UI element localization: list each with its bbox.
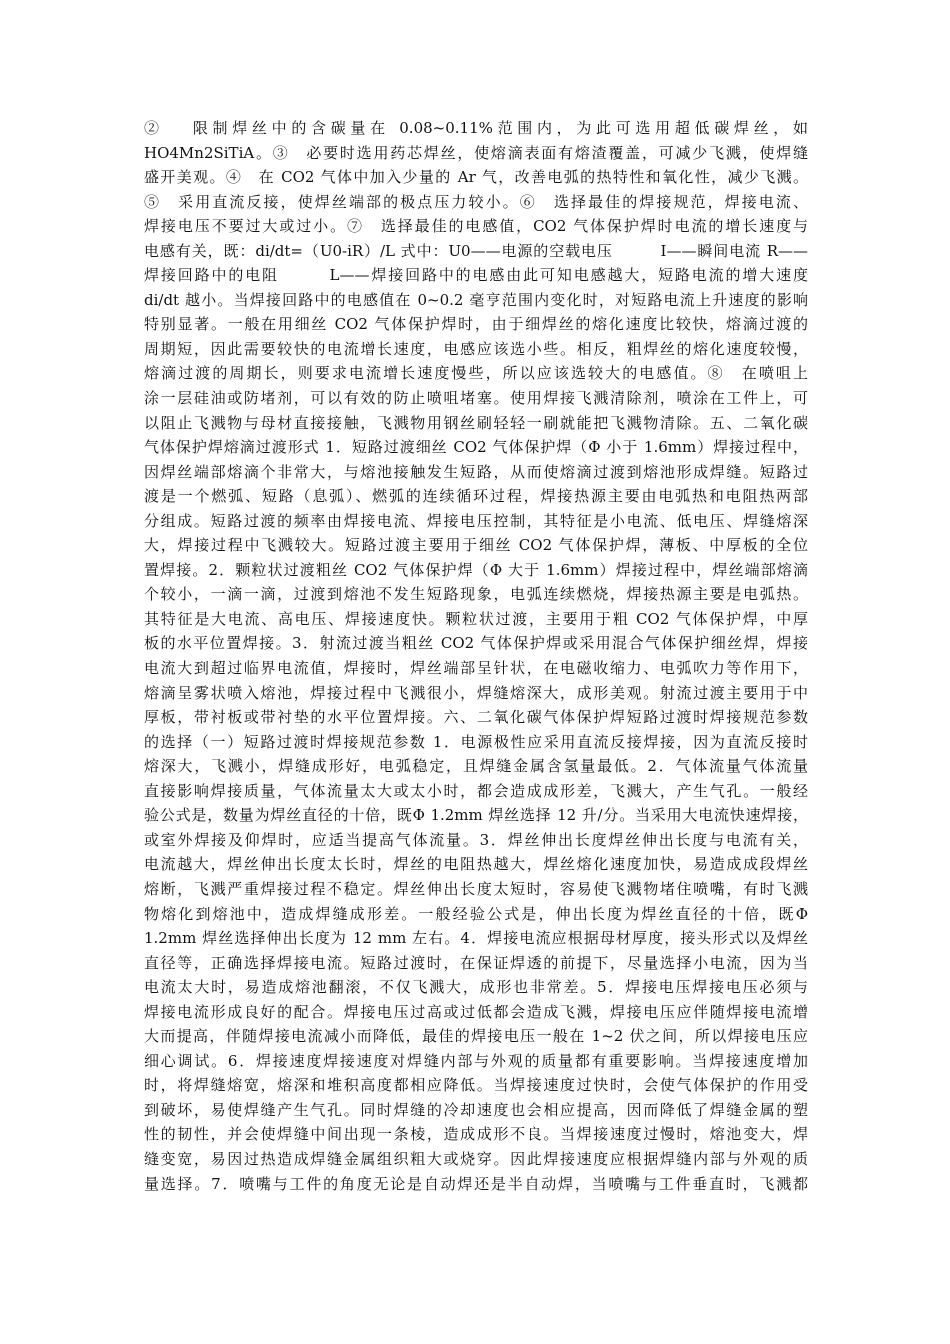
text-line: 量选择。7．喷嘴与工件的角度无论是自动焊还是半自动焊，当喷嘴与工件垂直时，飞溅都 <box>144 1174 808 1193</box>
text-line: 焊接电流形成良好的配合。焊接电压过高或过低都会造成飞溅，焊接电压应伴随焊接电流增 <box>144 1002 808 1021</box>
text-line: 电感有关，既：di/dt=（U0-iR）/L 式中：U0——电源的空载电压 I——瞬间电流 R—— <box>144 241 808 260</box>
text-line: 细心调试。6．焊接速度焊接速度对焊缝内部与外观的质量都有重要影响。当焊接速度增加 <box>144 1051 808 1070</box>
text-line: 分组成。短路过渡的频率由焊接电流、焊接电压控制，其特征是小电流、低电压、焊缝熔深 <box>144 511 808 530</box>
text-line: 以阻止飞溅物与母材直接接触，飞溅物用钢丝刷轻轻一刷就能把飞溅物清除。五、二氧化碳 <box>144 413 808 432</box>
text-line: 大而提高，伴随焊接电流减小而降低，最佳的焊接电压一般在 1~2 伏之间，所以焊接电压应 <box>144 1027 808 1046</box>
text-line: 性的韧性，并会使焊缝中间出现一条棱，造成成形不良。当焊接速度过慢时，熔池变大，焊 <box>144 1125 808 1144</box>
text-line: 电流大到超过临界电流值，焊接时，焊丝端部呈针状，在电磁收缩力、电弧吹力等作用下， <box>144 659 808 678</box>
text-line: 置焊接。2．颗粒状过渡粗丝 CO2 气体保护焊（Φ 大于 1.6mm）焊接过程中，焊丝端部熔滴 <box>144 560 808 579</box>
text-line: 盛开美观。④ 在 CO2 气体中加入少量的 Ar 气，改善电弧的热特性和氧化性，减少飞溅。 <box>144 168 808 187</box>
text-line: 电流太大时，易造成熔池翻滚，不仅飞溅大，成形也非常差。5．焊接电压焊接电压必须与 <box>144 978 808 997</box>
text-line: 气体保护焊熔滴过渡形式 1．短路过渡细丝 CO2 气体保护焊（Φ 小于 1.6mm）焊接过程中， <box>144 438 808 457</box>
text-line: 直接影响焊接质量，气体流量太大或太小时，都会造成成形差，飞溅大，产生气孔。一般经 <box>144 781 808 800</box>
text-line: 涂一层硅油或防堵剂，可以有效的防止喷咀堵塞。使用焊接飞溅清除剂，喷涂在工件上，可 <box>144 389 808 408</box>
text-line: 时，将焊缝熔宽，熔深和堆积高度都相应降低。当焊接速度过快时，会使气体保护的作用受 <box>144 1076 808 1095</box>
text-line: HO4Mn2SiTiA。③ 必要时选用药芯焊丝，使熔滴表面有熔渣覆盖，可减少飞溅，使焊缝 <box>144 143 808 162</box>
text-line: 渡是一个燃弧、短路（息弧）、燃弧的连续循环过程，焊接热源主要由电弧热和电阻热两部 <box>144 487 808 506</box>
text-line: 到破坏，易使焊缝产生气孔。同时焊缝的冷却速度也会相应提高，因而降低了焊缝金属的塑 <box>144 1100 808 1119</box>
text-line: di/dt 越小。当焊接回路中的电感值在 0~0.2 毫亨范围内变化时，对短路电流上升速度的影响 <box>144 290 808 309</box>
text-line: 焊接回路中的电阻 L——焊接回路中的电感由此可知电感越大，短路电流的增大速度 <box>144 266 808 285</box>
text-line: ② 限制焊丝中的含碳量在 0.08~0.11%范围内，为此可选用超低碳焊丝，如 <box>144 119 808 137</box>
text-line: 1.2mm 焊丝选择伸出长度为 12 mm 左右。4．焊接电流应根据母材厚度，接头形式以及焊丝 <box>144 929 808 948</box>
text-line: 熔深大，飞溅小，焊缝成形好，电弧稳定，且焊缝金属含氢量最低。2．气体流量气体流量 <box>144 757 808 776</box>
text-line: 熔断，飞溅严重焊接过程不稳定。焊丝伸出长度太短时，容易使飞溅物堵住喷嘴，有时飞溅 <box>144 879 808 898</box>
text-line: 熔滴过渡的周期长，则要求电流增长速度慢些，所以应该选较大的电感值。⑧ 在喷咀上 <box>144 364 808 383</box>
text-line: 板的水平位置焊接。3．射流过渡当粗丝 CO2 气体保护焊或采用混合气体保护细丝焊，焊接 <box>144 634 808 653</box>
text-line: 物熔化到熔池中，造成焊缝成形差。一般经验公式是，伸出长度为焊丝直径的十倍，既Φ <box>144 904 808 923</box>
text-line: 的选择（一）短路过渡时焊接规范参数 1．电源极性应采用直流反接焊接，因为直流反接时 <box>144 732 808 751</box>
text-line: 个较小，一滴一滴，过渡到熔池不发生短路现象，电弧连续燃烧，焊接热源主要是电弧热。 <box>144 585 808 604</box>
text-line: 周期短，因此需要较快的电流增长速度，电感应该选小些。相反，粗焊丝的熔化速度较慢， <box>144 339 808 358</box>
text-line: 焊接电压不要过大或过小。⑦ 选择最佳的电感值，CO2 气体保护焊时电流的增长速度与 <box>144 217 808 236</box>
text-line: 或室外焊接及仰焊时，应适当提高气体流量。3．焊丝伸出长度焊丝伸出长度与电流有关， <box>144 830 808 849</box>
text-line: 缝变宽，易因过热造成焊缝金属组织粗大或烧穿。因此焊接速度应根据焊缝内部与外观的质 <box>144 1149 808 1168</box>
text-line: ⑤ 采用直流反接，使焊丝端部的极点压力较小。⑥ 选择最佳的焊接规范，焊接电流、 <box>144 192 808 211</box>
text-line: 因焊丝端部熔滴个非常大，与熔池接触发生短路，从而使熔滴过渡到熔池形成焊缝。短路过 <box>144 462 808 481</box>
body-text <box>144 116 808 1196</box>
text-line: 大，焊接过程中飞溅较大。短路过渡主要用于细丝 CO2 气体保护焊，薄板、中厚板的全位 <box>144 536 808 555</box>
text-line: 验公式是，数量为焊丝直径的十倍，既Φ 1.2mm 焊丝选择 12 升/分。当采用大电流快速焊接， <box>144 806 808 825</box>
text-line: 电流越大，焊丝伸出长度太长时，焊丝的电阻热越大，焊丝熔化速度加快，易造成成段焊丝 <box>144 855 808 874</box>
text-line: 其特征是大电流、高电压、焊接速度快。颗粒状过渡，主要用于粗 CO2 气体保护焊，中厚 <box>144 609 808 628</box>
text-line: 厚板，带衬板或带衬垫的水平位置焊接。六、二氧化碳气体保护焊短路过渡时焊接规范参数 <box>144 708 808 727</box>
text-line: 特别显著。一般在用细丝 CO2 气体保护焊时，由于细焊丝的熔化速度比较快，熔滴过渡的 <box>144 315 808 334</box>
text-line: 熔滴呈雾状喷入熔池，焊接过程中飞溅很小，焊缝熔深大，成形美观。射流过渡主要用于中 <box>144 683 808 702</box>
text-line: 直径等，正确选择焊接电流。短路过渡时，在保证焊透的前提下，尽量选择小电流，因为当 <box>144 953 808 972</box>
